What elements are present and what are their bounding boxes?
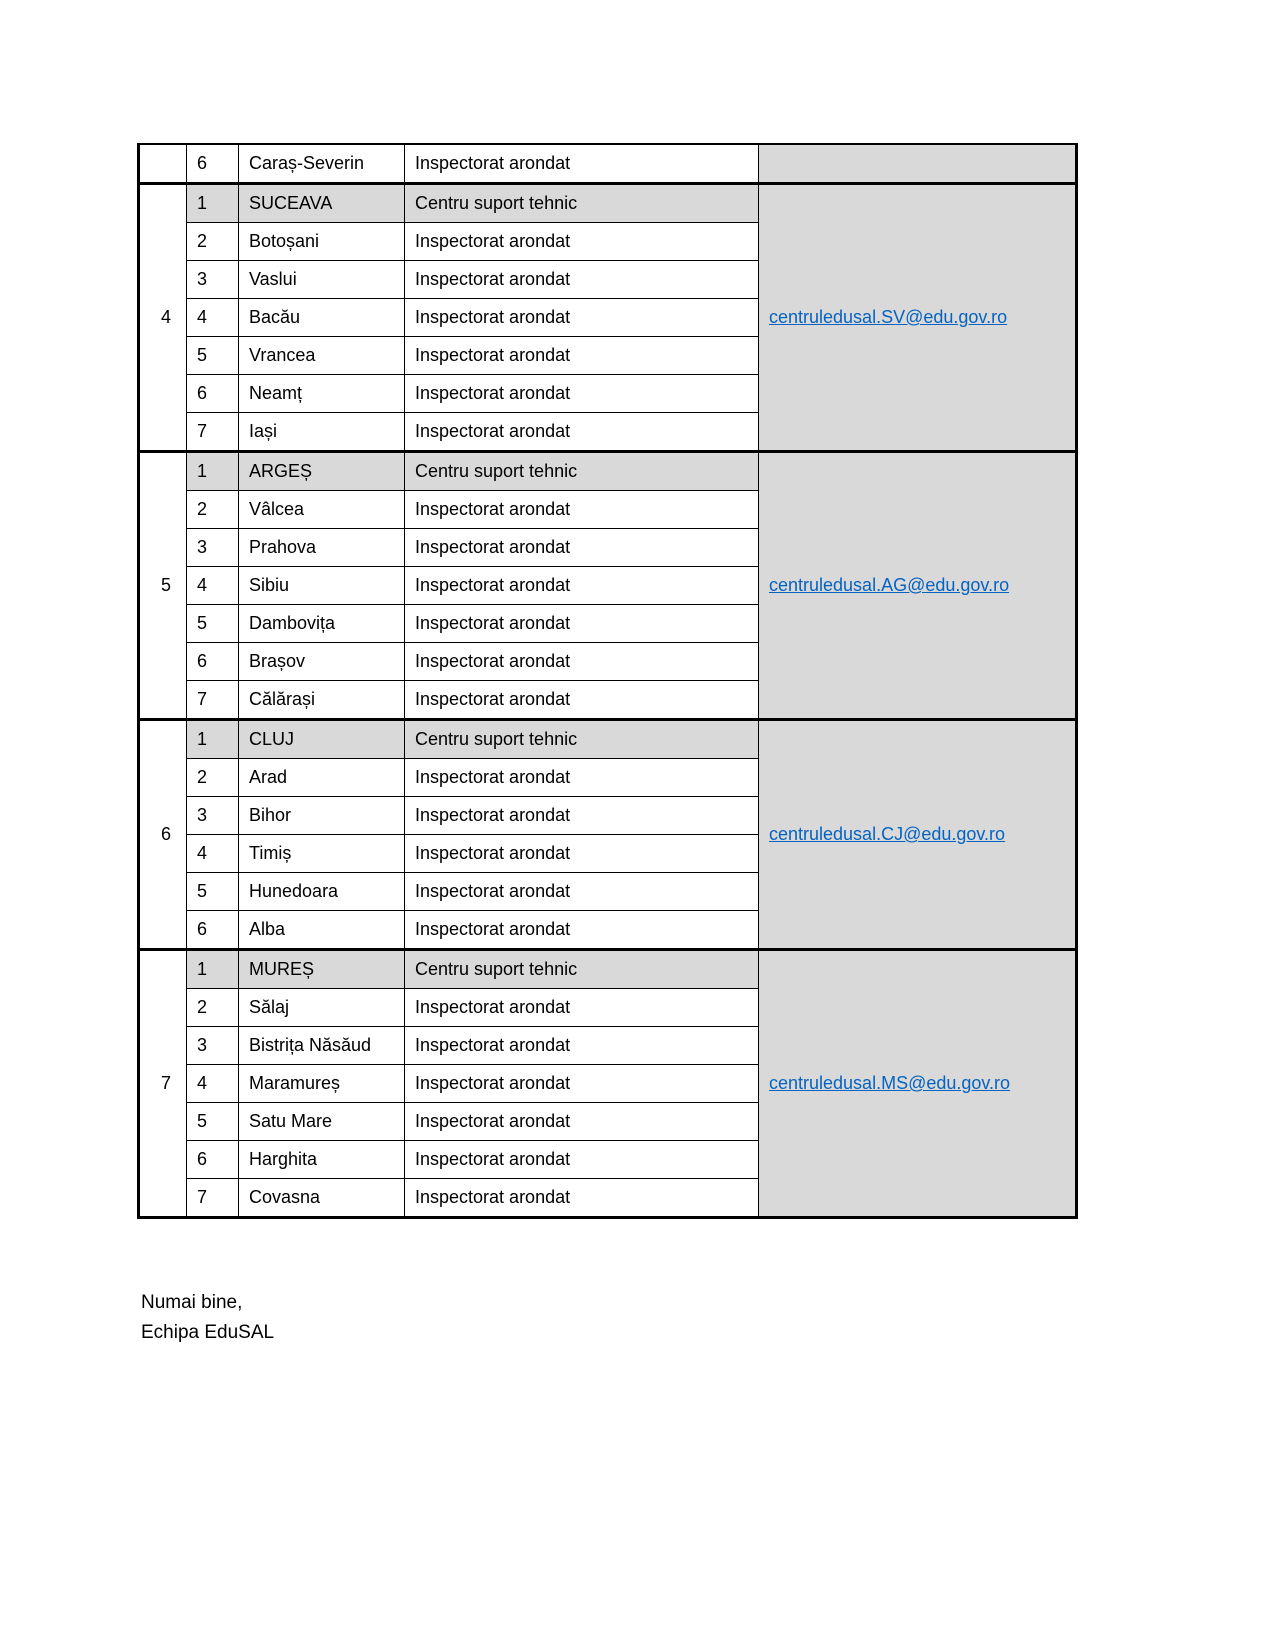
role-cell: Inspectorat arondat xyxy=(405,1103,759,1141)
row-number-cell: 3 xyxy=(187,797,239,835)
county-cell: MUREȘ xyxy=(239,950,405,989)
email-cell xyxy=(759,950,1077,1218)
row-number-cell: 3 xyxy=(187,1027,239,1065)
row-number-cell: 5 xyxy=(187,605,239,643)
row-number-cell: 1 xyxy=(187,452,239,491)
role-cell: Inspectorat arondat xyxy=(405,337,759,375)
county-cell: SUCEAVA xyxy=(239,184,405,223)
role-cell: Inspectorat arondat xyxy=(405,835,759,873)
role-cell: Inspectorat arondat xyxy=(405,643,759,681)
county-cell: Caraș-Severin xyxy=(239,144,405,184)
row-number-cell: 3 xyxy=(187,261,239,299)
county-cell: Vâlcea xyxy=(239,491,405,529)
email-link[interactable]: centruledusal.CJ@edu.gov.ro xyxy=(769,824,1006,844)
row-number-cell: 6 xyxy=(187,375,239,413)
role-cell: Centru suport tehnic xyxy=(405,950,759,989)
row-number-cell: 6 xyxy=(187,1141,239,1179)
group-number-cell xyxy=(139,144,187,184)
role-cell: Inspectorat arondat xyxy=(405,1141,759,1179)
row-number-cell: 1 xyxy=(187,950,239,989)
email-link[interactable]: centruledusal.MS@edu.gov.ro xyxy=(769,1073,1011,1093)
role-cell: Inspectorat arondat xyxy=(405,989,759,1027)
row-number-cell: 1 xyxy=(187,720,239,759)
table-row-partial xyxy=(139,144,1077,184)
role-cell: Centru suport tehnic xyxy=(405,184,759,223)
county-cell: Iași xyxy=(239,413,405,452)
table-row xyxy=(139,720,1077,759)
role-cell: Inspectorat arondat xyxy=(405,1027,759,1065)
county-cell: Vaslui xyxy=(239,261,405,299)
row-number-cell: 5 xyxy=(187,1103,239,1141)
role-cell: Inspectorat arondat xyxy=(405,375,759,413)
support-centers-table xyxy=(137,143,1078,1219)
role-cell: Centru suport tehnic xyxy=(405,720,759,759)
county-cell: Satu Mare xyxy=(239,1103,405,1141)
row-number-cell: 6 xyxy=(187,911,239,950)
county-cell: Călărași xyxy=(239,681,405,720)
county-cell: ARGEȘ xyxy=(239,452,405,491)
row-number-cell: 4 xyxy=(187,299,239,337)
role-cell: Inspectorat arondat xyxy=(405,911,759,950)
county-cell: Brașov xyxy=(239,643,405,681)
table-container xyxy=(137,143,1078,1219)
county-cell: Dambovița xyxy=(239,605,405,643)
row-number-cell: 3 xyxy=(187,529,239,567)
county-cell: Botoșani xyxy=(239,223,405,261)
group-number-cell: 4 xyxy=(139,184,187,452)
closing-line-2: Echipa EduSAL xyxy=(141,1322,275,1343)
role-cell: Inspectorat arondat xyxy=(405,759,759,797)
role-cell: Inspectorat arondat xyxy=(405,261,759,299)
county-cell: CLUJ xyxy=(239,720,405,759)
county-cell: Timiș xyxy=(239,835,405,873)
county-cell: Alba xyxy=(239,911,405,950)
row-number-cell: 4 xyxy=(187,1065,239,1103)
county-cell: Sălaj xyxy=(239,989,405,1027)
row-number-cell: 2 xyxy=(187,989,239,1027)
role-cell: Inspectorat arondat xyxy=(405,491,759,529)
role-cell: Inspectorat arondat xyxy=(405,567,759,605)
county-cell: Bistrița Năsăud xyxy=(239,1027,405,1065)
group-number-cell: 7 xyxy=(139,950,187,1218)
row-number-cell: 7 xyxy=(187,681,239,720)
row-number-cell: 5 xyxy=(187,873,239,911)
row-number-cell: 4 xyxy=(187,835,239,873)
table-row xyxy=(139,950,1077,989)
table-row xyxy=(139,184,1077,223)
county-cell: Harghita xyxy=(239,1141,405,1179)
row-number-cell: 2 xyxy=(187,491,239,529)
county-cell: Covasna xyxy=(239,1179,405,1218)
role-cell: Inspectorat arondat xyxy=(405,873,759,911)
closing-line-1: Numai bine, xyxy=(141,1292,243,1313)
role-cell: Inspectorat arondat xyxy=(405,299,759,337)
email-link[interactable]: centruledusal.AG@edu.gov.ro xyxy=(769,575,1010,595)
role-cell: Inspectorat arondat xyxy=(405,1179,759,1218)
row-number-cell: 7 xyxy=(187,413,239,452)
county-cell: Neamț xyxy=(239,375,405,413)
row-number-cell: 6 xyxy=(187,643,239,681)
table-row xyxy=(139,452,1077,491)
email-link[interactable]: centruledusal.SV@edu.gov.ro xyxy=(769,307,1008,327)
email-cell xyxy=(759,452,1077,720)
county-cell: Maramureș xyxy=(239,1065,405,1103)
email-cell xyxy=(759,144,1077,184)
group-number-cell: 5 xyxy=(139,452,187,720)
row-number-cell: 2 xyxy=(187,759,239,797)
role-cell: Inspectorat arondat xyxy=(405,605,759,643)
role-cell: Inspectorat arondat xyxy=(405,413,759,452)
row-number-cell: 5 xyxy=(187,337,239,375)
email-cell xyxy=(759,184,1077,452)
role-cell: Inspectorat arondat xyxy=(405,681,759,720)
role-cell: Centru suport tehnic xyxy=(405,452,759,491)
row-number-cell: 7 xyxy=(187,1179,239,1218)
row-number-cell: 6 xyxy=(187,144,239,184)
group-number-cell: 6 xyxy=(139,720,187,950)
county-cell: Prahova xyxy=(239,529,405,567)
role-cell: Inspectorat arondat xyxy=(405,144,759,184)
row-number-cell: 4 xyxy=(187,567,239,605)
county-cell: Vrancea xyxy=(239,337,405,375)
row-number-cell: 1 xyxy=(187,184,239,223)
role-cell: Inspectorat arondat xyxy=(405,797,759,835)
row-number-cell: 2 xyxy=(187,223,239,261)
role-cell: Inspectorat arondat xyxy=(405,1065,759,1103)
county-cell: Bihor xyxy=(239,797,405,835)
closing-block xyxy=(141,1288,274,1348)
county-cell: Sibiu xyxy=(239,567,405,605)
county-cell: Hunedoara xyxy=(239,873,405,911)
role-cell: Inspectorat arondat xyxy=(405,223,759,261)
county-cell: Bacău xyxy=(239,299,405,337)
county-cell: Arad xyxy=(239,759,405,797)
email-cell xyxy=(759,720,1077,950)
role-cell: Inspectorat arondat xyxy=(405,529,759,567)
